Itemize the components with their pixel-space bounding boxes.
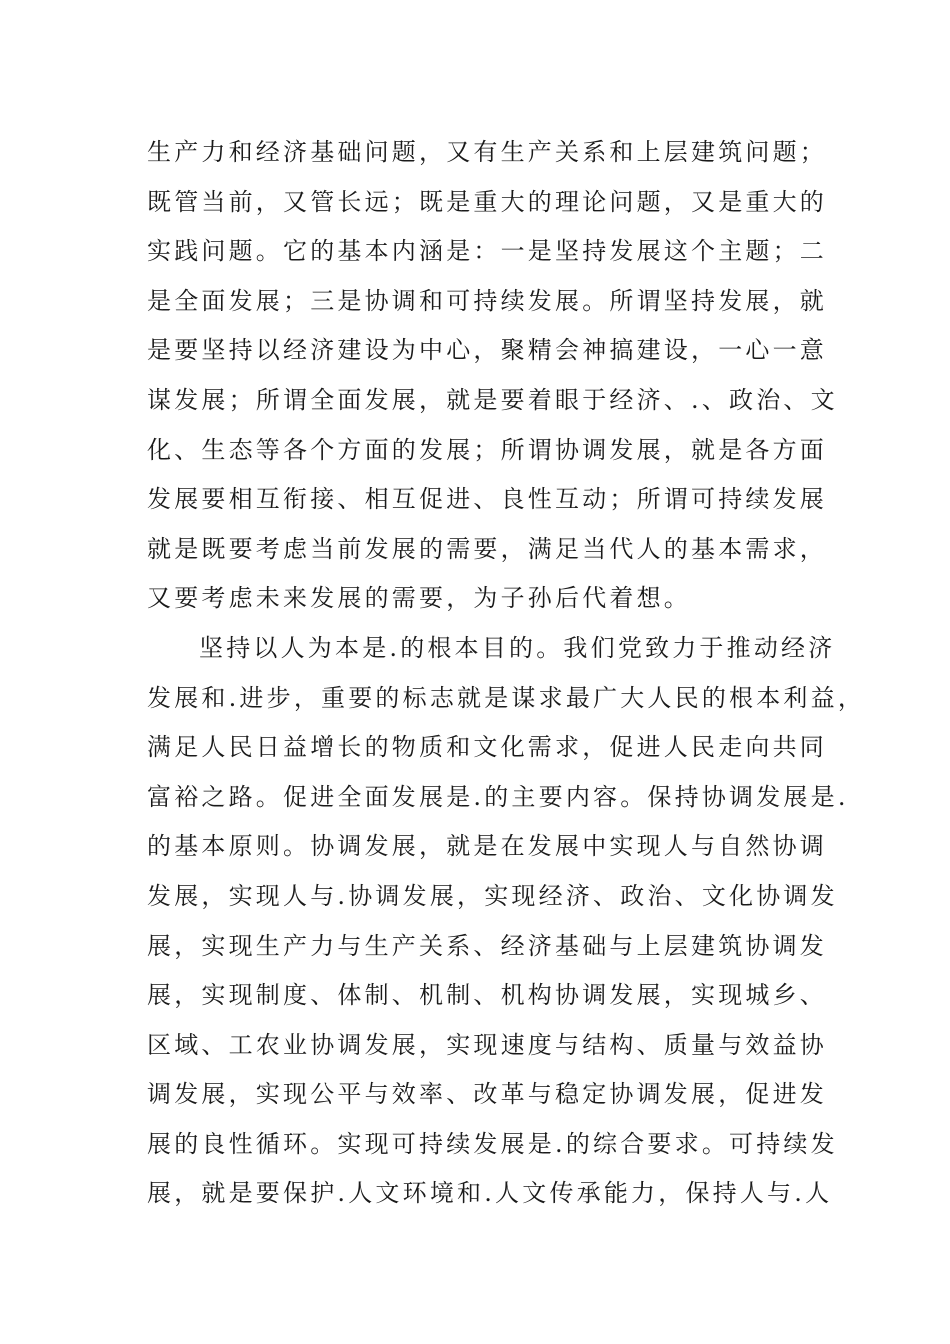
text-line: 展，就是要保护.人文环境和.人文传承能力，保持人与.人 xyxy=(147,1179,833,1208)
text-line: 展的良性循环。实现可持续发展是.的综合要求。可持续发 xyxy=(147,1129,838,1158)
text-line: 就是既要考虑当前发展的需要，满足当代人的基本需求， xyxy=(147,534,827,563)
text-line: 又要考虑未来发展的需要，为子孙后代着想。 xyxy=(147,584,691,613)
text-line: 实践问题。它的基本内涵是：一是坚持发展这个主题；二 xyxy=(147,237,827,266)
body-text xyxy=(147,128,866,1219)
text-line: 化、生态等各个方面的发展；所谓协调发展，就是各方面 xyxy=(147,435,827,464)
text-line: 区域、工农业协调发展，实现速度与结构、质量与效益协 xyxy=(147,1030,827,1059)
text-line: 展，实现制度、体制、机制、机构协调发展，实现城乡、 xyxy=(147,981,827,1010)
text-line: 是要坚持以经济建设为中心，聚精会神搞建设，一心一意 xyxy=(147,336,827,365)
text-line: 是全面发展；三是协调和可持续发展。所谓坚持发展，就 xyxy=(147,286,827,315)
text-line: 调发展，实现公平与效率、改革与稳定协调发展，促进发 xyxy=(147,1080,827,1109)
text-line: 满足人民日益增长的物质和文化需求，促进人民走向共同 xyxy=(147,733,827,762)
text-line: 发展，实现人与.协调发展，实现经济、政治、文化协调发 xyxy=(147,881,838,910)
text-line: 发展要相互衔接、相互促进、良性互动；所谓可持续发展 xyxy=(147,485,827,514)
text-line: 展，实现生产力与生产关系、经济基础与上层建筑协调发 xyxy=(147,931,827,960)
text-line: 富裕之路。促进全面发展是.的主要内容。保持协调发展是. xyxy=(147,782,849,811)
text-line: 发展和.进步，重要的标志就是谋求最广大人民的根本利益， xyxy=(147,683,866,712)
text-line: 的基本原则。协调发展，就是在发展中实现人与自然协调 xyxy=(147,832,827,861)
text-line: 谋发展；所谓全面发展，就是要着眼于经济、.、政治、文 xyxy=(147,385,838,414)
text-line: 生产力和经济基础问题，又有生产关系和上层建筑问题； xyxy=(147,138,827,166)
text-line: 既管当前，又管长远；既是重大的理论问题，又是重大的 xyxy=(147,187,827,216)
paragraph-start-line: 坚持以人为本是.的根本目的。我们党致力于推动经济 xyxy=(199,633,836,662)
